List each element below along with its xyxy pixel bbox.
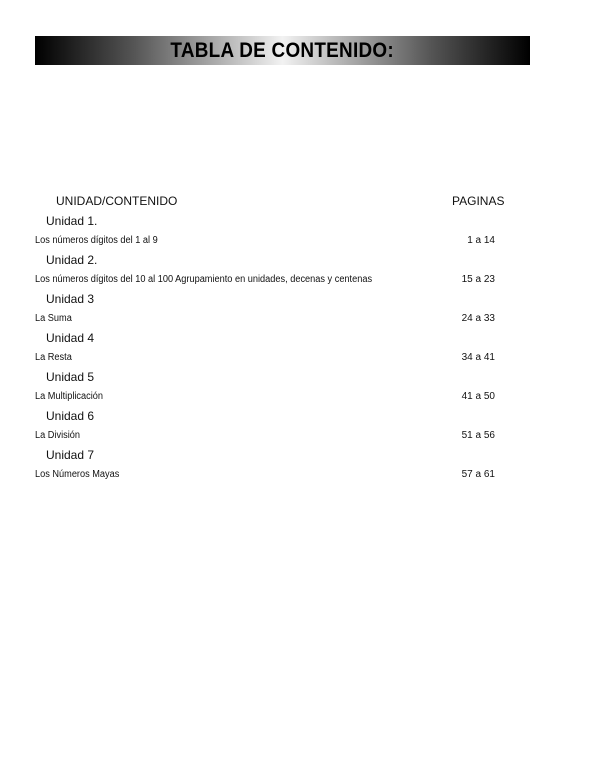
entry-title: La Suma bbox=[35, 313, 72, 324]
toc-entry[interactable] bbox=[0, 270, 600, 290]
toc-entry[interactable] bbox=[0, 348, 600, 368]
toc-entry[interactable] bbox=[0, 231, 600, 251]
unit-heading: Unidad 6 bbox=[46, 409, 95, 423]
entry-pages: 24 a 33 bbox=[461, 313, 495, 324]
entry-title: La Resta bbox=[35, 352, 72, 363]
unit-heading: Unidad 1. bbox=[46, 214, 98, 228]
unit-heading: Unidad 2. bbox=[46, 253, 98, 267]
column-header-pages: PAGINAS bbox=[452, 194, 505, 208]
table-of-contents bbox=[0, 212, 600, 485]
entry-title: Los números dígitos del 10 al 100 Agrupamiento en unidades, decenas y centenas bbox=[35, 274, 373, 285]
unit-heading: Unidad 5 bbox=[46, 370, 95, 384]
entry-pages: 57 a 61 bbox=[461, 469, 495, 480]
entry-pages: 15 a 23 bbox=[461, 274, 495, 285]
unit-heading: Unidad 3 bbox=[46, 292, 95, 306]
unit-heading: Unidad 7 bbox=[46, 448, 95, 462]
entry-title: La División bbox=[35, 430, 81, 441]
toc-entry[interactable] bbox=[0, 465, 600, 485]
toc-entry[interactable] bbox=[0, 387, 600, 407]
toc-entry[interactable] bbox=[0, 309, 600, 329]
toc-entry[interactable] bbox=[0, 426, 600, 446]
entry-pages: 51 a 56 bbox=[461, 430, 495, 441]
entry-pages: 34 a 41 bbox=[461, 352, 495, 363]
entry-title: Los números dígitos del 1 al 9 bbox=[35, 235, 158, 246]
entry-title: La Multiplicación bbox=[35, 391, 104, 402]
unit-heading: Unidad 4 bbox=[46, 331, 95, 345]
entry-pages: 1 a 14 bbox=[467, 235, 495, 246]
title-banner bbox=[35, 36, 530, 65]
entry-title: Los Números Mayas bbox=[35, 469, 120, 480]
column-header-content: UNIDAD/CONTENIDO bbox=[56, 194, 178, 208]
page-title: TABLA DE CONTENIDO: bbox=[170, 38, 395, 62]
entry-pages: 41 a 50 bbox=[461, 391, 495, 402]
